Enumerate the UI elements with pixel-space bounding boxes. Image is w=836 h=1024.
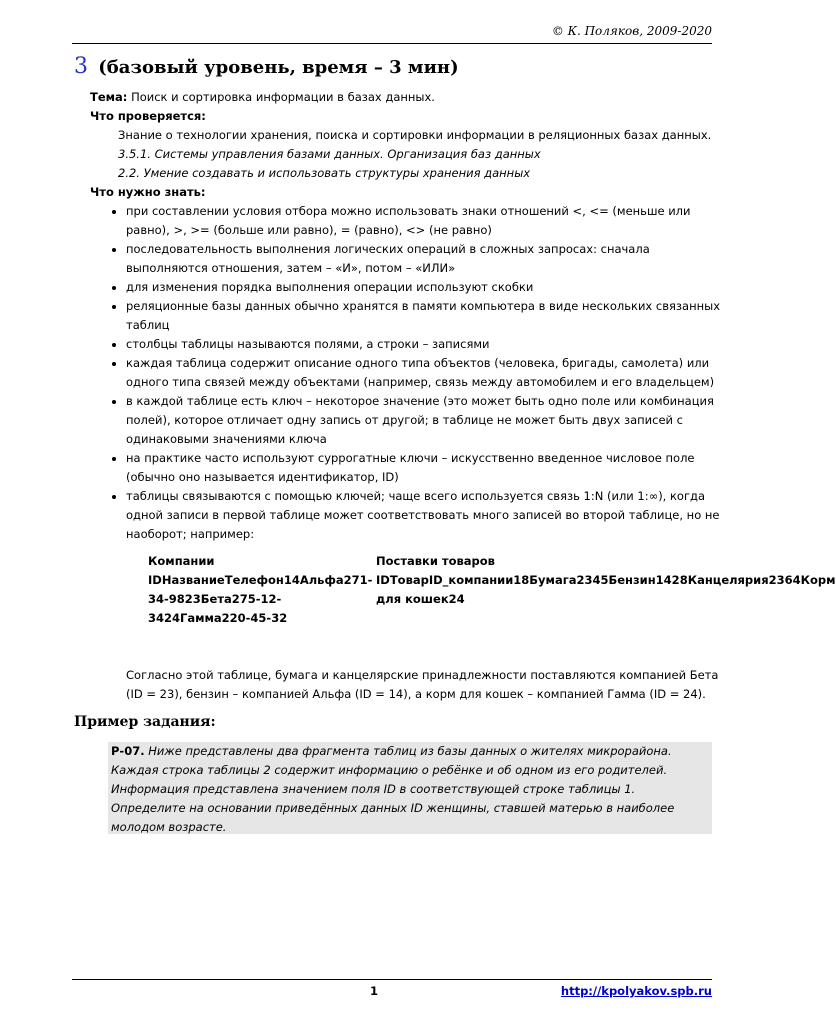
site-link[interactable]: http://kpolyakov.spb.ru: [560, 984, 712, 998]
footer-divider: [72, 979, 712, 980]
example-text: Ниже представлены два фрагмента таблиц из базы данных о жителях микрорайона. Каждая строка таблицы 2 содержит информацию о ребёнке и об одном из его родителей. Информация представлена значением поля ID в соответствующей строке таблицы 1. Определите на основании приведённых данных ID женщины, ставшей матерью в наиболее молодом возрасте.: [111, 744, 675, 834]
list-item: • таблицы связываются с помощью ключей; чаще всего используется связь 1:N (или 1:∞), когда одной записи в первой таблице может соответствовать много записей во второй таблице, но не наоборот; например:: [126, 487, 720, 544]
example-box: [108, 742, 712, 834]
topic-line: [90, 88, 720, 107]
supplies-table-title: Поставки товаров: [376, 554, 495, 568]
example-heading: Пример задания:: [74, 714, 216, 730]
list-item: • последовательность выполнения логических операций в сложных запросах: сначала выполняются отношения, затем – «И», потом – «ИЛИ»: [126, 240, 720, 278]
theory-content: [90, 88, 836, 704]
task-title: [74, 54, 459, 79]
checked-line-3: 2.2. Умение создавать и использовать структуры хранения данных: [118, 166, 531, 180]
list-item: • на практике часто используют суррогатные ключи – искусственно введенное числовое поле (обычно оно называется идентификатор, ID): [126, 449, 720, 487]
supplies-table-body: IDТоварID_компании18Бумага2345Бензин1428Канцелярия2364Корм для кошек24: [376, 573, 836, 606]
example-id: Р-07.: [111, 744, 145, 758]
know-label: Что нужно знать:: [90, 185, 206, 199]
task-title-text: (базовый уровень, время – 3 мин): [98, 57, 459, 78]
companies-table: [148, 552, 376, 628]
page-header: © К. Поляков, 2009-2020: [551, 24, 712, 38]
checked-label: Что проверяется:: [90, 109, 206, 123]
checked-line-2: 3.5.1. Системы управления базами данных. Организация баз данных: [118, 147, 541, 161]
list-item: • для изменения порядка выполнения операции используют скобки: [126, 278, 720, 297]
supplies-table: [376, 552, 836, 628]
list-item: • в каждой таблице есть ключ – некоторое значение (это может быть одно поле или комбинация полей), которое отличает одну запись от другой; в таблице не может быть двух записей с одинаковыми значениями ключа: [126, 392, 720, 449]
topic-value: Поиск и сортировка информации в базах данных.: [131, 90, 435, 104]
checked-line-1: Знание о технологии хранения, поиска и сортировки информации в реляционных базах данных.: [118, 128, 712, 142]
topic-label: Тема:: [90, 90, 128, 104]
list-item: • столбцы таблицы называются полями, а строки – записями: [126, 335, 720, 354]
list-item: • при составлении условия отбора можно использовать знаки отношений <, <= (меньше или равно), >, >= (больше или равно), = (равно), <> (не равно): [126, 202, 720, 240]
companies-table-title: Компании: [148, 554, 215, 568]
list-item: • каждая таблица содержит описание одного типа объектов (человека, бригады, самолета) или одного типа связей между объектами (например, связь между автомобилем и его владельцем): [126, 354, 720, 392]
know-list: [90, 202, 720, 544]
task-number: 3: [74, 54, 88, 79]
page-number: 1: [370, 984, 379, 998]
example-tables: [148, 552, 836, 628]
list-item: • реляционные базы данных обычно хранятся в памяти компьютера в виде нескольких связанных таблиц: [126, 297, 720, 335]
companies-table-body: IDНазваниеТелефон14Альфа271-34-9823Бета275-12-3424Гамма220-45-32: [148, 573, 373, 625]
header-divider: [72, 43, 712, 44]
explanation-paragraph: Согласно этой таблице, бумага и канцелярские принадлежности поставляются компанией Бета (ID = 23), бензин – компанией Альфа (ID = 14), а корм для кошек – компанией Гамма (ID = 24).: [126, 668, 719, 701]
